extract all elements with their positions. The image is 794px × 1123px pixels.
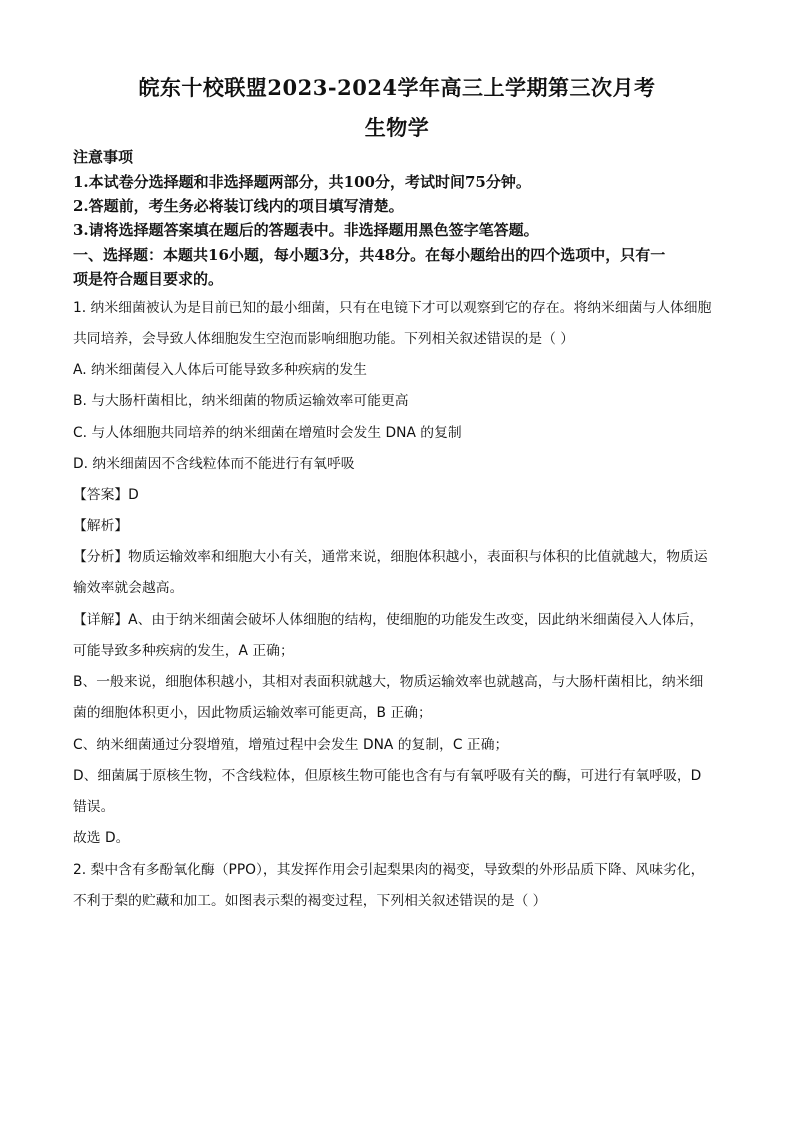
question-1-stem-line: 共同培养，会导致人体细胞发生空泡而影响细胞功能。下列相关叙述错误的是（ ） [73,331,575,347]
question-1-explanation-line: D、细菌属于原核生物，不含线粒体，但原核生物可能也含有与有氧呼吸有关的酶，可进行有氧呼吸，D [73,768,702,784]
question-1-explanation-line: 菌的细胞体积更小，因此物质运输效率可能更高，B 正确； [73,705,432,721]
notes-item: 1.本试卷分选择题和非选择题两部分，共100分，考试时间75分钟。 [73,173,531,191]
question-1-explanation-line: 【分析】物质运输效率和细胞大小有关，通常来说，细胞体积越小，表面积与体积的比值就越大，物质运 [73,549,708,565]
question-1-answer: 【答案】D [73,487,139,503]
notes-heading: 注意事项 [73,148,134,166]
question-1-conclusion: 故选 D。 [73,830,130,846]
question-1-explanation-line: 可能导致多种疾病的发生，A 正确； [73,643,294,659]
question-1-analysis-label: 【解析】 [73,518,129,534]
notes-item: 2.答题前，考生务必将装订线内的项目填写清楚。 [73,197,404,215]
question-1-explanation-line: B、一般来说，细胞体积越小，其相对表面积就越大，物质运输效率也就越高，与大肠杆菌相比，纳米细 [73,674,704,690]
question-1-option-d: D. 纳米细菌因不含线粒体而不能进行有氧呼吸 [73,456,355,472]
question-1-explanation-line: 输效率就会越高。 [73,580,184,596]
question-1-stem-line: 1. 纳米细菌被认为是目前已知的最小细菌，只有在电镜下才可以观察到它的存在。将纳米细菌与人体细胞 [73,300,712,316]
section-heading-line: 项是符合题目要求的。 [73,270,224,288]
notes-item: 3.请将选择题答案填在题后的答题表中。非选择题用黑色签字笔答题。 [73,221,539,239]
question-1-option-b: B. 与大肠杆菌相比，纳米细菌的物质运输效率可能更高 [73,393,409,409]
question-1-explanation-line: 【详解】A、由于纳米细菌会破坏人体细胞的结构，使细胞的功能发生改变，因此纳米细菌侵入人体后， [73,612,704,628]
exam-title: 皖东十校联盟2023-2024学年高三上学期第三次月考 [138,75,656,100]
section-heading-line: 一、选择题：本题共16小题，每小题3分，共48分。在每小题给出的四个选项中，只有一 [73,246,666,264]
question-1-explanation-line: 错误。 [73,799,115,815]
question-2-stem-line: 2. 梨中含有多酚氧化酶（PPO），其发挥作用会引起梨果肉的褐变，导致梨的外形品质下降、风味劣化， [73,862,705,878]
question-1-option-c: C. 与人体细胞共同培养的纳米细菌在增殖时会发生 DNA 的复制 [73,425,462,441]
question-1-option-a: A. 纳米细菌侵入人体后可能导致多种疾病的发生 [73,362,367,378]
question-1-explanation-line: C、纳米细菌通过分裂增殖，增殖过程中会发生 DNA 的复制，C 正确； [73,737,509,753]
subject-title: 生物学 [364,115,430,140]
question-2-stem-line: 不利于梨的贮藏和加工。如图表示梨的褐变过程，下列相关叙述错误的是（ ） [73,893,547,909]
